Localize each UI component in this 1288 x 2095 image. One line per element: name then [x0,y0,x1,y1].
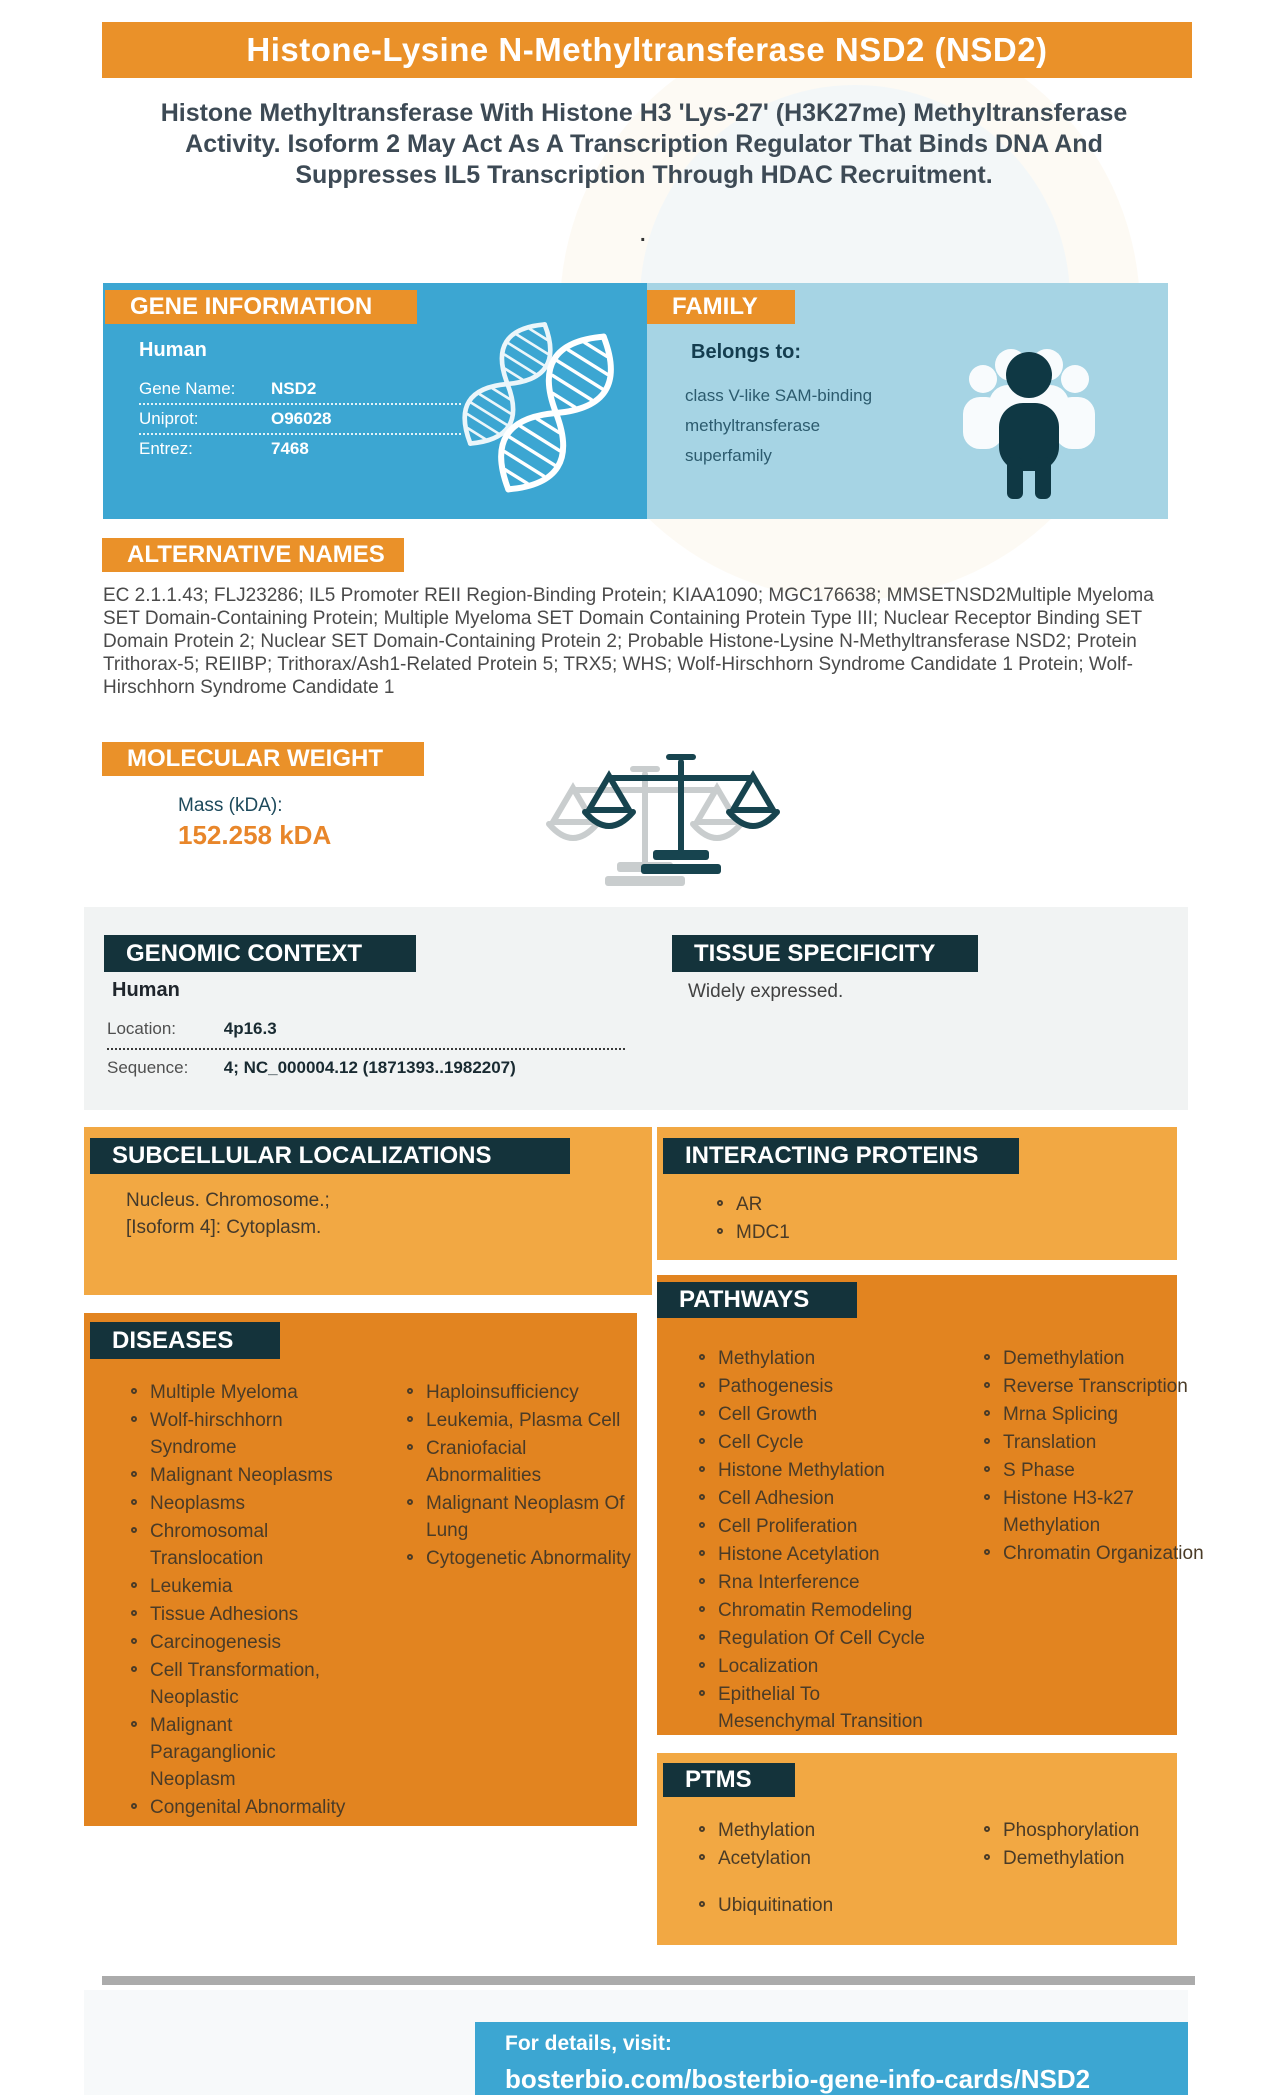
interacting-protein-item: AR [736,1191,956,1218]
pathways-header: PATHWAYS [657,1282,857,1318]
disease-item: Wolf-hirschhorn Syndrome [150,1407,362,1461]
tissue-specificity-text: Widely expressed. [688,981,844,1002]
gene-species-label: Human [139,339,207,361]
pathway-item: Rna Interference [718,1569,934,1596]
mass-value: 152.258 kDA [178,820,332,850]
pathway-item: Cell Cycle [718,1429,934,1456]
family-belongs-label: Belongs to: [691,341,801,363]
dna-helix-icon [481,318,631,508]
diseases-section [84,1313,637,1826]
genomic-species-label: Human [112,979,180,1001]
balance-scale-icon [545,746,795,891]
page-subtitle [144,98,1144,191]
pathway-item: Reverse Transcription [1003,1373,1209,1400]
pathway-item: Cell Adhesion [718,1485,934,1512]
subtitle-line: Suppresses IL5 Transcription Through HDAC Recruitment. [295,161,993,189]
genomic-context-header: GENOMIC CONTEXT [104,935,416,972]
interacting-proteins-section [657,1127,1177,1260]
pathways-section [657,1275,1204,1735]
ptms-section [657,1753,1177,1945]
ptm-item: Phosphorylation [1003,1817,1209,1844]
gene-info-row-value: 7468 [271,439,309,458]
page-title-banner [102,22,1192,78]
subcellular-localizations-text [126,1187,330,1241]
alternative-names-header: ALTERNATIVE NAMES [102,538,404,572]
pathway-item: Cell Proliferation [718,1513,934,1540]
pathway-item: Histone H3-k27 Methylation [1003,1485,1209,1539]
disease-item: Cell Transformation, Neoplastic [150,1657,362,1711]
location-value: 4p16.3 [223,1019,277,1038]
gene-information-rows [139,375,461,463]
subtitle-line: Histone Methyltransferase With Histone H3 'Lys-27' (H3K27me) Methyltransferase [160,99,1128,127]
dotted-separator [107,1048,625,1050]
family-section [647,283,1168,519]
pathway-item: Regulation Of Cell Cycle [718,1625,934,1652]
gene-information-header: GENE INFORMATION [105,290,417,324]
disease-item: Neoplasms [150,1490,362,1517]
disease-item: Chromosomal Translocation [150,1518,362,1572]
ptm-item: Acetylation [718,1845,928,1872]
molecular-weight-header: MOLECULAR WEIGHT [102,742,424,776]
alternative-names-text: EC 2.1.1.43; FLJ23286; IL5 Promoter REII Region-Binding Protein; KIAA1090; MGC176638; MMSETNSD2Multiple Myeloma SET Domain-Containing Protein; Multiple Myeloma SET Domain Containing Protein Type III; Nuclear Receptor Binding SET Domain Protein 2; Nuclear SET Domain-Containing Protein 2; Probable Histone-Lysine N-Methyltransferase NSD2; Protein Trithorax-5; REIIBP; Trithorax/Ash1-Related Protein 5; TRX5; WHS; Wolf-Hirschhorn Syndrome Candidate 1 Protein; Wolf-Hirschhorn Syndrome Candidate 1 [103,585,1154,698]
pathways-list-col1 [718,1345,934,1736]
interacting-proteins-header: INTERACTING PROTEINS [663,1138,1019,1174]
interacting-proteins-list [736,1191,956,1247]
ptm-item: Demethylation [1003,1845,1209,1872]
pathway-item: Localization [718,1653,934,1680]
gene-info-row-label: Uniprot: [139,409,199,428]
people-group-icon [949,323,1109,501]
family-description-line: superfamily [685,446,772,465]
disease-item: Malignant Neoplasm Of Lung [426,1490,634,1544]
gene-information-section [103,283,647,519]
gene-info-row-label: Gene Name: [139,379,236,398]
footer-visit-box [475,2022,1188,2095]
genomic-context-panel [84,907,1188,1110]
disease-item: Craniofacial Abnormalities [426,1435,634,1489]
footer-divider [102,1976,1195,1985]
family-description-line: class V-like SAM-binding [685,386,873,405]
gene-info-row [139,375,461,405]
pathway-item: Histone Acetylation [718,1541,934,1568]
interacting-protein-item: MDC1 [736,1219,956,1246]
page-title: Histone-Lysine N-Methyltransferase NSD2 (NSD2) [246,31,1048,68]
disease-item: Cytogenetic Abnormality [426,1545,634,1572]
pathway-item: Chromatin Organization [1003,1540,1209,1567]
subcellular-line: Nucleus. Chromosome.; [126,1190,330,1211]
location-label: Location: [107,1019,176,1038]
ptm-item: Methylation [718,1817,928,1844]
disease-item: Carcinogenesis [150,1629,362,1656]
pathway-item: Demethylation [1003,1345,1209,1372]
disease-item: Leukemia, Plasma Cell [426,1407,634,1434]
gene-info-row-label: Entrez: [139,439,193,458]
family-description [685,381,872,471]
pathway-item: S Phase [1003,1457,1209,1484]
pathway-item: Epithelial To Mesenchymal Transition [718,1681,934,1735]
pathways-list-col2 [1003,1345,1209,1568]
diseases-list-col2 [426,1379,634,1573]
subcellular-localizations-header: SUBCELLULAR LOCALIZATIONS [90,1138,570,1174]
footer-visit-label: For details, visit: [505,2032,672,2055]
sequence-row [107,1058,516,1078]
location-row [107,1019,277,1039]
pathway-item: Mrna Splicing [1003,1401,1209,1428]
gene-info-row [139,405,461,435]
pathway-item: Cell Growth [718,1401,934,1428]
disease-item: Multiple Myeloma [150,1379,362,1406]
disease-item: Malignant Neoplasms [150,1462,362,1489]
pathway-item: Translation [1003,1429,1209,1456]
disease-item: Tissue Adhesions [150,1601,362,1628]
subtitle-line: Activity. Isoform 2 May Act As A Transcription Regulator That Binds DNA And [185,130,1103,158]
ptm-item: Ubiquitination [718,1892,928,1919]
ptms-header: PTMS [663,1763,795,1797]
tissue-specificity-header: TISSUE SPECIFICITY [672,935,978,972]
disease-item: Haploinsufficiency [426,1379,634,1406]
subcellular-line: [Isoform 4]: Cytoplasm. [126,1217,322,1238]
pathway-item: Histone Methylation [718,1457,934,1484]
pathway-item: Methylation [718,1345,934,1372]
disease-item: Leukemia [150,1573,362,1600]
diseases-header: DISEASES [90,1322,280,1359]
sequence-label: Sequence: [107,1058,189,1077]
disease-item: Congenital Abnormality [150,1794,362,1821]
disease-item: Malignant Paraganglionic Neoplasm [150,1712,362,1793]
pathway-item: Chromatin Remodeling [718,1597,934,1624]
diseases-list-col1 [150,1379,362,1822]
mass-label: Mass (kDA): [178,795,283,816]
pathway-item: Pathogenesis [718,1373,934,1400]
ptms-list-col2 [1003,1817,1209,1873]
family-description-line: methyltransferase [685,416,821,435]
family-header: FAMILY [647,290,795,324]
subcellular-localizations-section [84,1127,652,1295]
stray-dot: . [640,224,646,246]
footer-url-link[interactable]: bosterbio.com/bosterbio-gene-info-cards/NSD2 [505,2064,1091,2094]
gene-info-row [139,435,461,463]
gene-info-row-value: O96028 [271,409,332,428]
sequence-value: 4; NC_000004.12 (1871393..1982207) [223,1058,516,1077]
ptms-list-col1 [718,1817,928,1920]
gene-info-row-value: NSD2 [271,379,317,398]
